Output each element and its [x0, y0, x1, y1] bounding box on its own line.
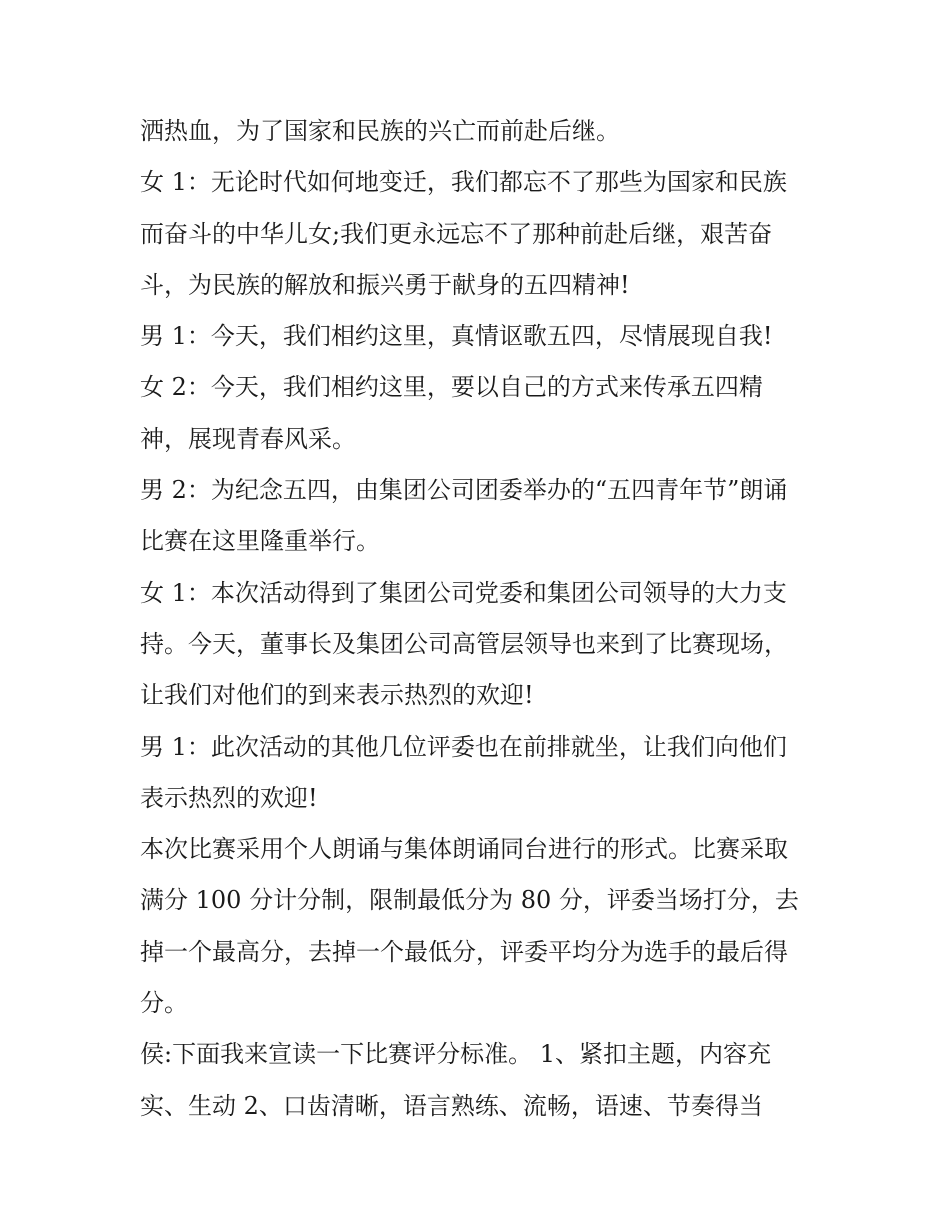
text-line: 比赛在这里隆重举行。 [140, 527, 380, 556]
text-line: 让我们对他们的到来表示热烈的欢迎! [140, 681, 534, 710]
text-line: 洒热血，为了国家和民族的兴亡而前赴后继。 [140, 117, 620, 145]
text-line: 分。 [140, 989, 188, 1018]
text-line: 女 2：今天，我们相约这里，要以自己的方式来传承五四精 [140, 373, 763, 402]
text-line: 女 1：无论时代如何地变迁，我们都忘不了那些为国家和民族 [140, 168, 787, 197]
text-line: 本次比赛采用个人朗诵与集体朗诵同台进行的形式。比赛采取 [140, 835, 788, 864]
text-line: 女 1：本次活动得到了集团公司党委和集团公司领导的大力支 [140, 578, 787, 607]
text-line: 男 2：为纪念五四，由集团公司团委举办的“五四青年节”朗诵 [140, 476, 788, 505]
text-line: 斗，为民族的解放和振兴勇于献身的五四精神! [140, 270, 630, 299]
text-line: 持。今天，董事长及集团公司高管层领导也来到了比赛现场， [140, 629, 788, 658]
text-line: 掉一个最高分，去掉一个最低分，评委平均分为选手的最后得 [140, 937, 788, 966]
text-line: 表示热烈的欢迎! [140, 783, 318, 812]
text-line: 男 1：今天，我们相约这里，真情讴歌五四，尽情展现自我! [140, 322, 773, 351]
document-body [140, 106, 820, 1132]
text-line: 侯:下面我来宣读一下比赛评分标准。 1、紧扣主题，内容充 [140, 1040, 771, 1069]
text-line: 实、生动 2、口齿清晰，语言熟练、流畅，语速、节奏得当 [140, 1091, 763, 1120]
text-line: 男 1：此次活动的其他几位评委也在前排就坐，让我们向他们 [140, 732, 787, 761]
text-line: 而奋斗的中华儿女;我们更永远忘不了那种前赴后继，艰苦奋 [140, 219, 773, 248]
text-line: 满分 100 分计分制，限制最低分为 80 分，评委当场打分，去 [140, 886, 799, 915]
text-line: 神，展现青春风采。 [140, 424, 356, 453]
